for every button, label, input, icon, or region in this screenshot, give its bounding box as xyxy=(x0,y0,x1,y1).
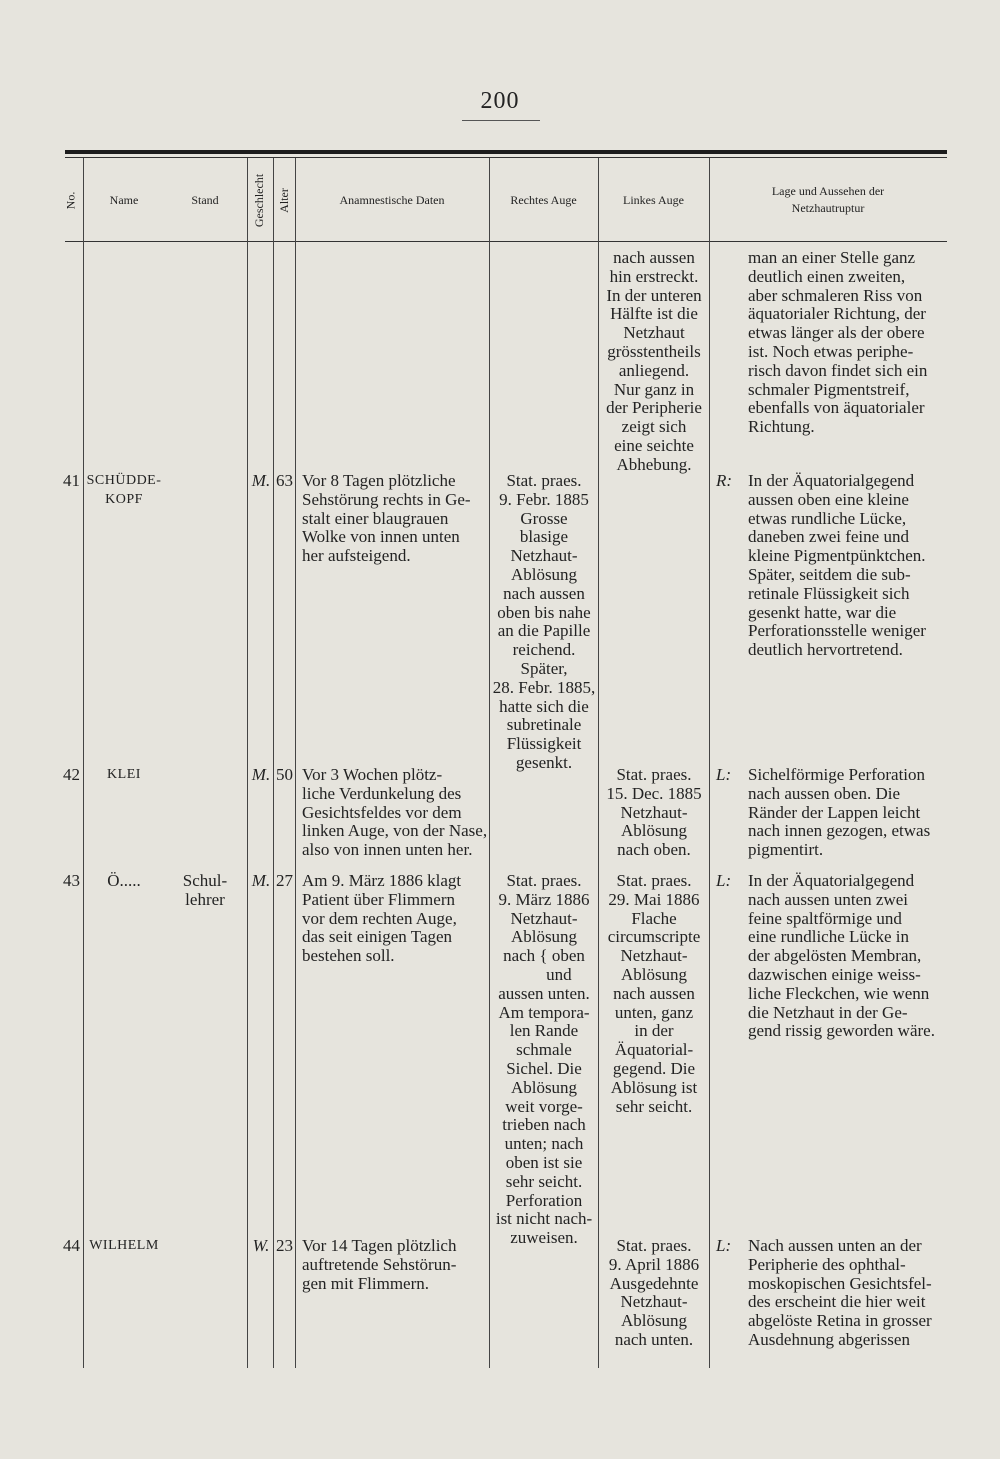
row-lage: Nach aussen unten an der Peripherie des ophthal- moskopischen Gesichtsfel- des erscheint die hier weit abgelöste Retina in grosser Ausdehnung abgerissen xyxy=(748,1236,932,1349)
row-anamnese: Am 9. März 1886 klagt Patient über Flimmern vor dem rechten Auge, das seit einigen Tagen bestehen soll. xyxy=(302,871,462,966)
row-anamnese: Vor 14 Tagen plötzlich auftretende Sehstörun- gen mit Flimmern. xyxy=(302,1236,457,1293)
row-anamnese: Vor 3 Wochen plötz- liche Verdunkelung des Gesichtsfeldes vor dem linken Auge, von der Nase, also von innen unten her. xyxy=(302,765,488,860)
row-side: L: xyxy=(716,765,732,784)
row-no: 42 xyxy=(63,765,80,784)
header-geschlecht: Geschlecht xyxy=(252,173,267,227)
row-anamnese: Vor 8 Tagen plötzliche Sehstörung rechts in Ge- stalt einer blaugrauen Wolke von innen unten her aufsteigend. xyxy=(302,471,471,566)
header-rechtes-auge: Rechtes Auge xyxy=(510,192,577,207)
row-alter: 23 xyxy=(276,1236,293,1255)
row-name: WILHELM xyxy=(89,1238,159,1253)
row-linkes-auge: Stat. praes. 29. Mai 1886 Flache circumscripte Netzhaut- Ablösung nach aussen unten, ganz in der Äquatorial- gegend. Die Ablösung ist sehr seicht. xyxy=(607,871,701,1116)
table-top-thick-rule xyxy=(65,150,947,154)
row-geschlecht: M. xyxy=(251,765,271,784)
col-divider-linkes xyxy=(709,158,710,1368)
page-number: 200 xyxy=(480,88,520,114)
row-rechtes-auge: Stat. praes. 9. März 1886 Netzhaut- Ablösung nach { oben und aussen unten. Am tempora- len Rande schmale Sichel. Die Ablösung weit vorge- trieben nach unten; nach oben ist sie sehr seicht. Perforation ist nicht nach- zuweisen. xyxy=(495,871,593,1248)
continuation-linkes-auge: nach aussen hin erstreckt. In der unteren Hälfte ist die Netzhaut grösstentheils anliegend. Nur ganz in der Peripherie zeigt sich eine seichte Abhebung. xyxy=(606,248,702,474)
header-no: No. xyxy=(63,191,78,209)
page-number-rule xyxy=(462,120,540,121)
header-alter: Alter xyxy=(276,187,291,213)
row-side: L: xyxy=(716,871,732,890)
header-lage: Lage und Aussehen der Netzhautruptur xyxy=(771,184,885,215)
row-no: 43 xyxy=(63,871,80,890)
row-geschlecht: M. xyxy=(251,871,271,890)
row-linkes-auge: Stat. praes. 9. April 1886 Ausgedehnte Netzhaut- Ablösung nach unten. xyxy=(608,1236,700,1349)
row-geschlecht: M. xyxy=(251,471,271,490)
row-lage: In der Äquatorialgegend aussen oben eine kleine etwas rundliche Lücke, daneben zwei feine und kleine Pigmentpünktchen. Später, seitdem die sub- retinale Flüssigkeit sich gesenkt hatte, war die Perforationsstelle weniger deutlich hervortretend. xyxy=(748,471,926,660)
row-geschlecht: W. xyxy=(252,1236,270,1255)
header-bottom-rule xyxy=(65,241,947,242)
header-stand: Stand xyxy=(191,192,219,207)
header-name: Name xyxy=(109,192,139,207)
row-no: 44 xyxy=(63,1236,80,1255)
header-anamnese: Anamnestische Daten xyxy=(339,192,445,207)
row-stand: Schul- lehrer xyxy=(182,871,228,909)
row-name: KLEI xyxy=(107,767,141,782)
row-name: Ö..... xyxy=(107,871,141,890)
continuation-lage: man an einer Stelle ganz deutlich einen zweiten, aber schmaleren Riss von äquatorialer Richtung, der etwas länger als der obere ist. Noch etwas periphe- risch davon findet sich ein schmaler Pigmentstreif, ebenfalls von äquatorialer Richtung. xyxy=(748,248,928,437)
row-name: SCHÜDDE- KOPF xyxy=(86,473,162,507)
col-divider-alter xyxy=(295,158,296,1368)
row-lage: Sichelförmige Perforation nach aussen oben. Die Ränder der Lappen leicht nach innen gezogen, etwas pigmentirt. xyxy=(748,765,931,860)
row-rechtes-auge: Stat. praes. 9. Febr. 1885 Grosse blasige Netzhaut- Ablösung nach aussen oben bis nahe an die Papille reichend. Später, 28. Febr. 1885, hatte sich die subretinale Flüssigkeit gesenkt. xyxy=(492,471,596,772)
row-alter: 63 xyxy=(276,471,293,490)
row-linkes-auge: Stat. praes. 15. Dec. 1885 Netzhaut- Ablösung nach oben. xyxy=(606,765,702,860)
header-linkes-auge: Linkes Auge xyxy=(623,192,684,207)
table-top-thin-rule xyxy=(65,157,947,158)
col-divider-geschlecht xyxy=(273,158,274,1368)
row-side: R: xyxy=(716,471,733,490)
col-divider-no xyxy=(83,158,84,1368)
row-alter: 27 xyxy=(276,871,293,890)
row-lage: In der Äquatorialgegend nach aussen unten zwei feine spaltförmige und eine rundliche Lücke in der abgelösten Membran, dazwischen einige weiss- liche Fleckchen, wie wenn die Netzhaut in der Ge- gend rissig geworden wäre. xyxy=(748,871,935,1041)
row-side: L: xyxy=(716,1236,732,1255)
row-no: 41 xyxy=(63,471,80,490)
col-divider-stand xyxy=(247,158,248,1368)
row-alter: 50 xyxy=(276,765,293,784)
